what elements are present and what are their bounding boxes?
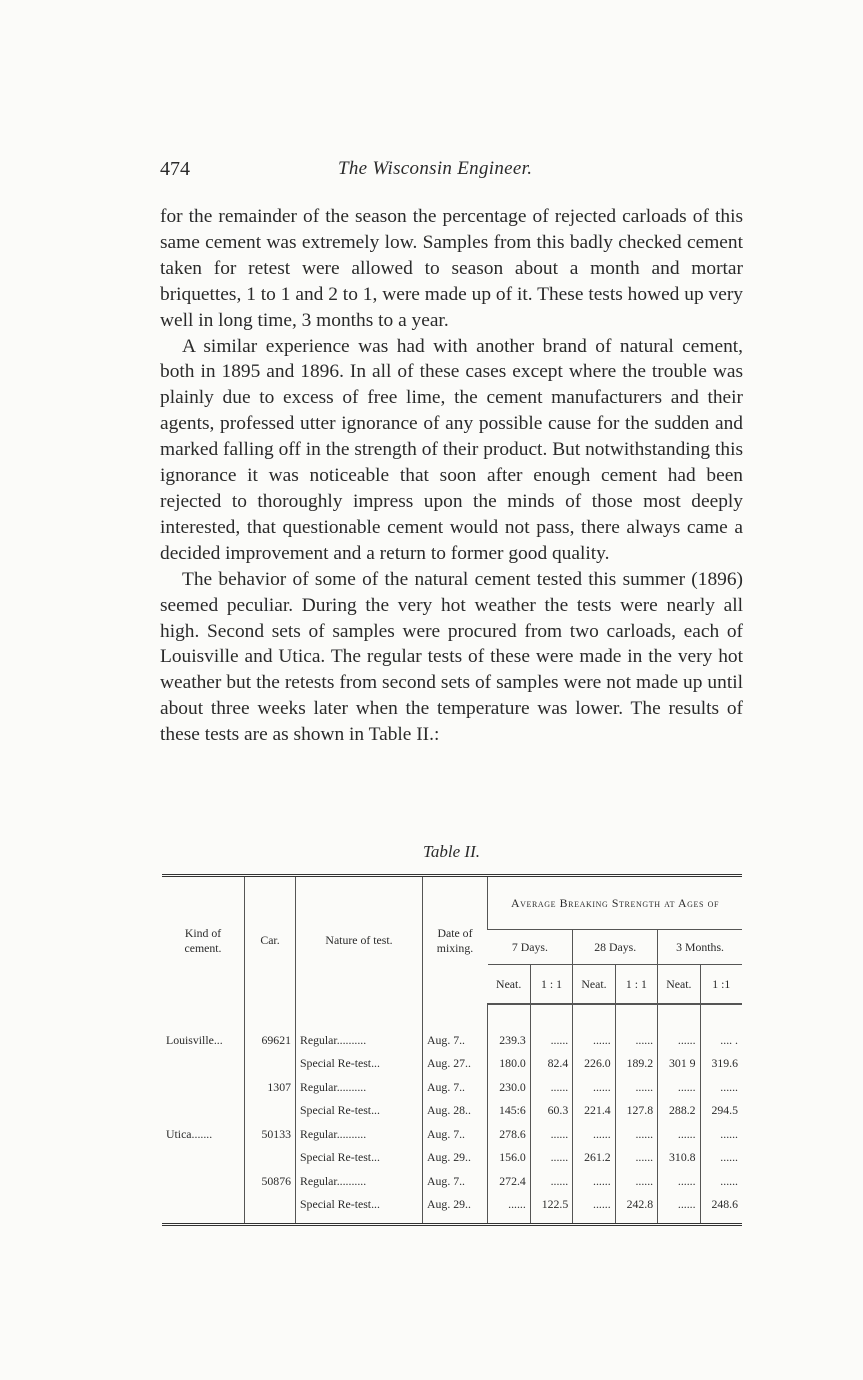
header-age: 28 Days. (573, 930, 658, 965)
cell-value: ...... (658, 1193, 700, 1224)
cell-value: 239.3 (488, 1029, 531, 1053)
cell-kind (162, 1170, 245, 1194)
running-title: The Wisconsin Engineer. (338, 158, 533, 179)
cell-date: Aug. 29.. (423, 1146, 488, 1170)
cell-date: Aug. 29.. (423, 1193, 488, 1224)
cell-car (245, 1193, 296, 1224)
header-strength-group: Average Breaking Strength at Ages of (488, 876, 743, 930)
cell-value: ...... (530, 1170, 572, 1194)
header-car: Car. (245, 876, 296, 1005)
cell-kind (162, 1146, 245, 1170)
header-age: 3 Months. (658, 930, 742, 965)
page-number: 474 (160, 158, 190, 180)
cell-value: 221.4 (573, 1099, 615, 1123)
cell-date: Aug. 27.. (423, 1052, 488, 1076)
cell-value: 122.5 (530, 1193, 572, 1224)
table-row (162, 1170, 742, 1194)
cell-value: 145:6 (488, 1099, 531, 1123)
cell-value: ...... (615, 1146, 657, 1170)
cell-value: ...... (530, 1029, 572, 1053)
cell-kind (162, 1193, 245, 1224)
cell-value: 261.2 (573, 1146, 615, 1170)
cell-nature: Special Re-test... (296, 1146, 423, 1170)
breaking-strength-table (162, 874, 742, 1226)
header-col: 1 : 1 (530, 965, 572, 1005)
table-row (162, 1052, 742, 1076)
cell-car: 50876 (245, 1170, 296, 1194)
header-col: Neat. (573, 965, 615, 1005)
cell-value: 189.2 (615, 1052, 657, 1076)
cell-value: 242.8 (615, 1193, 657, 1224)
table-row (162, 1146, 742, 1170)
header-col: Neat. (488, 965, 531, 1005)
header-col: 1 : 1 (615, 965, 657, 1005)
body-text (160, 204, 743, 748)
cell-date: Aug. 7.. (423, 1029, 488, 1053)
cell-nature: Special Re-test... (296, 1052, 423, 1076)
cell-kind (162, 1099, 245, 1123)
cell-value: ...... (530, 1123, 572, 1147)
table-row (162, 1193, 742, 1224)
cell-value: ...... (573, 1170, 615, 1194)
cell-value: ...... (530, 1076, 572, 1100)
cell-value: ...... (488, 1193, 531, 1224)
header-col: Neat. (658, 965, 700, 1005)
table-row (162, 1099, 742, 1123)
cell-value: 156.0 (488, 1146, 531, 1170)
paragraph: for the remainder of the season the percentage of rejected carloads of this same cement was extremely low. Samples from this badly checked cement taken for retest were allowed to season about a month and mortar briquettes, 1 to 1 and 2 to 1, were made up of it. These tests howed up very well in long time, 3 months to a year. (160, 206, 743, 331)
cell-value: 272.4 (488, 1170, 531, 1194)
cell-value: ...... (615, 1029, 657, 1053)
cell-date: Aug. 7.. (423, 1123, 488, 1147)
cell-date: Aug. 7.. (423, 1076, 488, 1100)
cell-kind (162, 1052, 245, 1076)
cell-value: 127.8 (615, 1099, 657, 1123)
table-row (162, 1029, 742, 1053)
header-nature: Nature of test. (296, 876, 423, 1005)
cell-date: Aug. 28.. (423, 1099, 488, 1123)
cell-car: 50133 (245, 1123, 296, 1147)
cell-value: 60.3 (530, 1099, 572, 1123)
cell-value: ...... (573, 1076, 615, 1100)
cell-car: 69621 (245, 1029, 296, 1053)
table-container (162, 874, 742, 1226)
cell-value: 294.5 (700, 1099, 742, 1123)
cell-value: ...... (615, 1170, 657, 1194)
cell-nature: Regular.......... (296, 1170, 423, 1194)
cell-value: 310.8 (658, 1146, 700, 1170)
cell-value: 248.6 (700, 1193, 742, 1224)
cell-value: ...... (573, 1029, 615, 1053)
cell-value: 319.6 (700, 1052, 742, 1076)
cell-date: Aug. 7.. (423, 1170, 488, 1194)
cell-value: ...... (658, 1029, 700, 1053)
cell-car: 1307 (245, 1076, 296, 1100)
cell-value: 301 9 (658, 1052, 700, 1076)
header-col: 1 :1 (700, 965, 742, 1005)
cell-nature: Regular.......... (296, 1076, 423, 1100)
cell-value: ...... (658, 1170, 700, 1194)
cell-value: 82.4 (530, 1052, 572, 1076)
cell-kind: Utica....... (166, 1126, 213, 1141)
cell-car (245, 1099, 296, 1123)
cell-value: ...... (573, 1123, 615, 1147)
header-kind: Kind of cement. (184, 925, 222, 955)
cell-value: .... . (700, 1029, 742, 1053)
paragraph: A similar experience was had with another brand of natural cement, both in 1895 and 1896. In all of these cases except where the trouble was plainly due to excess of free lime, the cement manufacturers and their agents, professed utter ignorance of any possible cause for the sudden and marked falling off in the strength of their product. But notwithstanding this ignorance it was noticeable that soon after enough cement had been rejected to thoroughly impress upon the minds of those most deeply interested, that questionable cement would not pass, there always came a decided improvement and a return to former good quality. (160, 335, 743, 564)
cell-value: ...... (615, 1123, 657, 1147)
cell-value: 180.0 (488, 1052, 531, 1076)
cell-value: ...... (700, 1123, 742, 1147)
header-date: Date of mixing. (423, 876, 488, 1005)
page-header (160, 158, 743, 188)
cell-nature: Regular.......... (296, 1123, 423, 1147)
cell-car (245, 1052, 296, 1076)
cell-value: ...... (530, 1146, 572, 1170)
cell-value: ...... (700, 1170, 742, 1194)
cell-kind (162, 1076, 245, 1100)
cell-value: ...... (700, 1076, 742, 1100)
cell-nature: Special Re-test... (296, 1099, 423, 1123)
cell-value: 226.0 (573, 1052, 615, 1076)
cell-car (245, 1146, 296, 1170)
cell-value: ...... (658, 1076, 700, 1100)
table-caption: Table II. (423, 842, 480, 861)
table-row (162, 1123, 742, 1147)
cell-value: ...... (658, 1123, 700, 1147)
cell-value: 278.6 (488, 1123, 531, 1147)
header-age: 7 Days. (488, 930, 573, 965)
cell-nature: Regular.......... (296, 1029, 423, 1053)
paragraph: The behavior of some of the natural cement tested this summer (1896) seemed peculiar. During the very hot weather the tests were nearly all high. Second sets of samples were procured from two carloads, each of Louisville and Utica. The regular tests of these were made in the very hot weather but the retests from second sets of samples were not made up until about three weeks later when the temperature was lower. The results of these tests are as shown in Table II.: (160, 568, 743, 746)
cell-kind: Louisville... (166, 1032, 223, 1047)
cell-value: ...... (615, 1076, 657, 1100)
cell-value: ...... (573, 1193, 615, 1224)
cell-value: ...... (700, 1146, 742, 1170)
cell-value: 230.0 (488, 1076, 531, 1100)
cell-nature: Special Re-test... (296, 1193, 423, 1224)
table-row (162, 1076, 742, 1100)
cell-value: 288.2 (658, 1099, 700, 1123)
